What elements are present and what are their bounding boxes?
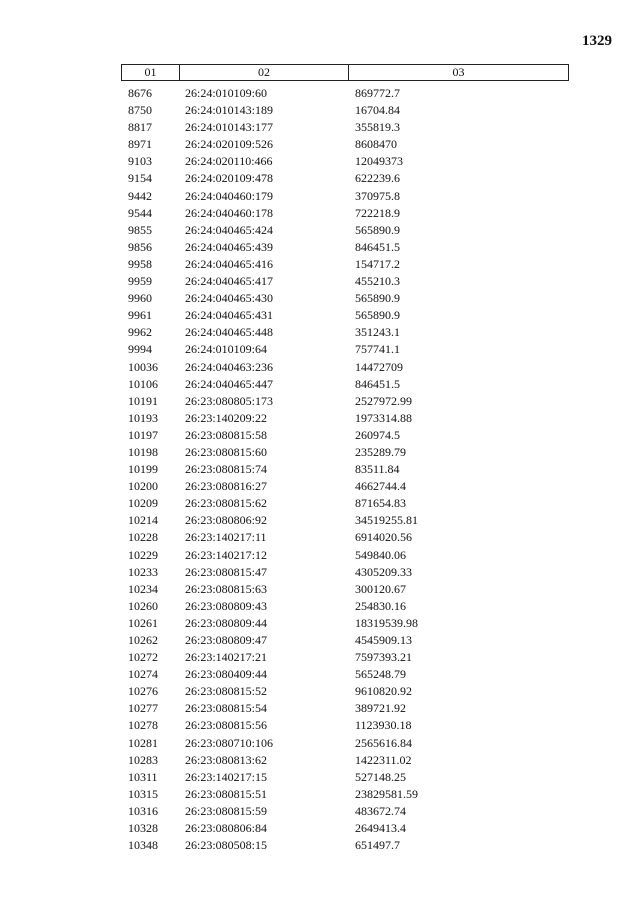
table-row [128,222,568,239]
table-row [128,205,568,222]
table-cell: 10277 [128,701,158,716]
table-cell: 23829581.59 [355,786,418,801]
table-cell: 26:23:080806:84 [185,821,268,836]
table-cell: 154717.2 [355,256,400,271]
table-cell: 355819.3 [355,120,400,135]
table-cell: 10328 [128,821,158,836]
table-row [128,153,568,170]
table-cell: 26:24:020109:478 [185,171,274,186]
table-row [128,717,568,734]
table-cell: 351243.1 [355,325,400,340]
table-row [128,649,568,666]
table-cell: 26:23:080815:74 [185,462,268,477]
table-cell: 26:23:080815:63 [185,581,268,596]
column-header-03: 03 [452,65,465,79]
table-cell: 1123930.18 [355,718,412,733]
table-cell: 10228 [128,530,158,545]
table-row [128,239,568,256]
table-row [128,683,568,700]
table-cell: 12049373 [355,154,403,169]
column-header-02: 02 [180,65,349,80]
table-row [128,410,568,427]
table-cell: 10200 [128,479,158,494]
table-cell: 8971 [128,137,152,152]
table-cell: 26:23:080815:47 [185,564,268,579]
table-cell: 26:23:080409:44 [185,667,268,682]
table-row [128,495,568,512]
column-header-01: 01 [122,65,180,80]
table-cell: 26:24:010109:64 [185,342,268,357]
table-cell: 235289.79 [355,444,406,459]
table-cell: 26:24:040465:417 [185,274,274,289]
table-cell: 722218.9 [355,205,400,220]
table-row [128,547,568,564]
table-cell: 10036 [128,359,158,374]
table-cell: 10278 [128,718,158,733]
table-row [128,85,568,102]
table-row [128,393,568,410]
table-row [128,359,568,376]
table-cell: 10276 [128,684,158,699]
table-cell: 9856 [128,239,152,254]
table-row [128,512,568,529]
table-cell: 846451.5 [355,239,400,254]
table-cell: 4305209.33 [355,564,412,579]
table-cell: 9103 [128,154,152,169]
table-cell: 651497.7 [355,838,400,853]
table-cell: 26:23:080710:106 [185,735,274,750]
table-cell: 26:23:080815:58 [185,427,268,442]
table-cell: 10214 [128,513,158,528]
table-cell: 14472709 [355,359,403,374]
table-cell: 9961 [128,308,152,323]
table-cell: 83511.84 [355,462,400,477]
table-row [128,564,568,581]
table-row [128,632,568,649]
table-cell: 10260 [128,598,158,613]
table-row [128,290,568,307]
table-cell: 10274 [128,667,158,682]
table-cell: 26:24:040460:178 [185,205,274,220]
table-cell: 871654.83 [355,496,406,511]
table-cell: 9442 [128,188,152,203]
table-cell: 34519255.81 [355,513,418,528]
table-cell: 26:23:080815:54 [185,701,268,716]
table-cell: 10316 [128,803,158,818]
table-cell: 26:23:080815:62 [185,496,268,511]
table-cell: 10272 [128,650,158,665]
table-cell: 10281 [128,735,158,750]
table-cell: 1973314.88 [355,410,412,425]
table-row [128,273,568,290]
table-cell: 26:24:020110:466 [185,154,273,169]
table-cell: 26:24:010143:189 [185,103,274,118]
table-cell: 26:24:010109:60 [185,86,268,100]
table-row [128,581,568,598]
table-cell: 10283 [128,752,158,767]
table-cell: 9544 [128,205,152,220]
table-cell: 10191 [128,393,158,408]
table-header [121,64,569,81]
table-cell: 9610820.92 [355,684,412,699]
table-row [128,376,568,393]
table-cell: 455210.3 [355,274,400,289]
table-cell: 26:23:080508:15 [185,838,268,853]
table-row [128,529,568,546]
table-cell: 9959 [128,274,152,289]
table-row [128,837,568,854]
table-cell: 549840.06 [355,547,406,562]
table-cell: 26:24:040465:424 [185,222,274,237]
table-row [128,786,568,803]
table-cell: 26:24:040465:439 [185,239,274,254]
table-row [128,700,568,717]
table-cell: 8750 [128,103,152,118]
table-cell: 4545909.13 [355,633,412,647]
table-row [128,769,568,786]
table-cell: 6914020.56 [355,530,412,545]
table-cell: 26:23:080809:43 [185,598,268,613]
table-cell: 10229 [128,547,158,562]
table-cell: 370975.8 [355,188,400,203]
table-cell: 10199 [128,462,158,477]
table-cell: 8817 [128,120,152,135]
table-cell: 757741.1 [355,342,400,357]
table-row [128,136,568,153]
table-cell: 9855 [128,222,152,237]
table-cell: 10193 [128,410,158,425]
table-body [128,85,568,854]
table-cell: 26:23:080809:47 [185,633,268,647]
table-cell: 2565616.84 [355,735,412,750]
table-cell: 26:23:080815:56 [185,718,268,733]
table-cell: 8608470 [355,137,397,152]
table-cell: 10106 [128,376,158,391]
table-cell: 10209 [128,496,158,511]
table-cell: 254830.16 [355,598,406,613]
table-cell: 565248.79 [355,667,406,682]
table-cell: 26:23:080816:27 [185,479,268,494]
table-cell: 7597393.21 [355,650,412,665]
table-row [128,119,568,136]
table-cell: 2649413.4 [355,821,406,836]
table-cell: 9994 [128,342,152,357]
table-cell: 10315 [128,786,158,801]
table-cell: 9958 [128,256,152,271]
table-cell: 26:24:040465:430 [185,291,274,306]
table-cell: 10262 [128,633,158,647]
table-row [128,170,568,187]
table-cell: 846451.5 [355,376,400,391]
table-cell: 9960 [128,291,152,306]
table-cell: 10234 [128,581,158,596]
table-cell: 26:23:080815:52 [185,684,268,699]
table-cell: 26:24:040460:179 [185,188,274,203]
table-cell: 26:24:040465:447 [185,376,274,391]
table-cell: 26:23:080809:44 [185,615,268,630]
table-cell: 26:24:040465:431 [185,308,274,323]
table-row [128,803,568,820]
table-cell: 565890.9 [355,291,400,306]
table-row [128,615,568,632]
table-cell: 10197 [128,427,158,442]
table-cell: 26:23:140217:15 [185,769,268,784]
table-cell: 1422311.02 [355,752,412,767]
table-cell: 26:23:140217:12 [185,547,268,562]
table-cell: 10198 [128,444,158,459]
table-cell: 26:24:020109:526 [185,137,274,152]
table-cell: 565890.9 [355,222,400,237]
table-cell: 4662744.4 [355,479,406,494]
table-cell: 26:23:140209:22 [185,410,268,425]
table-cell: 2527972.99 [355,393,412,408]
table-cell: 389721.92 [355,701,406,716]
table-cell: 26:24:040463:236 [185,359,274,374]
table-row [128,427,568,444]
table-cell: 9962 [128,325,152,340]
table-row [128,307,568,324]
table-cell: 26:23:140217:11 [185,530,267,545]
table-cell: 26:23:080815:60 [185,444,268,459]
table-row [128,666,568,683]
table-row [128,341,568,358]
table-cell: 9154 [128,171,152,186]
table-cell: 622239.6 [355,171,400,186]
table-cell: 26:24:040465:448 [185,325,274,340]
table-cell: 26:23:080805:173 [185,393,274,408]
table-row [128,598,568,615]
table-row [128,188,568,205]
table-cell: 26:23:080815:59 [185,803,268,818]
table-row [128,478,568,495]
page-number: 1329 [582,33,612,49]
table-cell: 10261 [128,615,158,630]
table-cell: 300120.67 [355,581,406,596]
table-cell: 26:23:080806:92 [185,513,268,528]
table-row [128,324,568,341]
table-row [128,820,568,837]
table-cell: 18319539.98 [355,615,418,630]
table-cell: 26:23:080815:51 [185,786,268,801]
table-row [128,444,568,461]
table-cell: 527148.25 [355,769,406,784]
table-cell: 26:23:140217:21 [185,650,268,665]
table-cell: 10311 [128,769,158,784]
table-cell: 8676 [128,86,152,100]
table-cell: 16704.84 [355,103,400,118]
table-row [128,752,568,769]
table-cell: 869772.7 [355,86,400,100]
table-cell: 10348 [128,838,158,853]
table-cell: 565890.9 [355,308,400,323]
table-cell: 260974.5 [355,427,400,442]
table-row [128,735,568,752]
table-cell: 10233 [128,564,158,579]
table-row [128,256,568,273]
table-cell: 26:24:040465:416 [185,256,274,271]
table-row [128,461,568,478]
table-cell: 483672.74 [355,803,406,818]
table-cell: 26:24:010143:177 [185,120,274,135]
table-cell: 26:23:080813:62 [185,752,268,767]
table-row [128,102,568,119]
